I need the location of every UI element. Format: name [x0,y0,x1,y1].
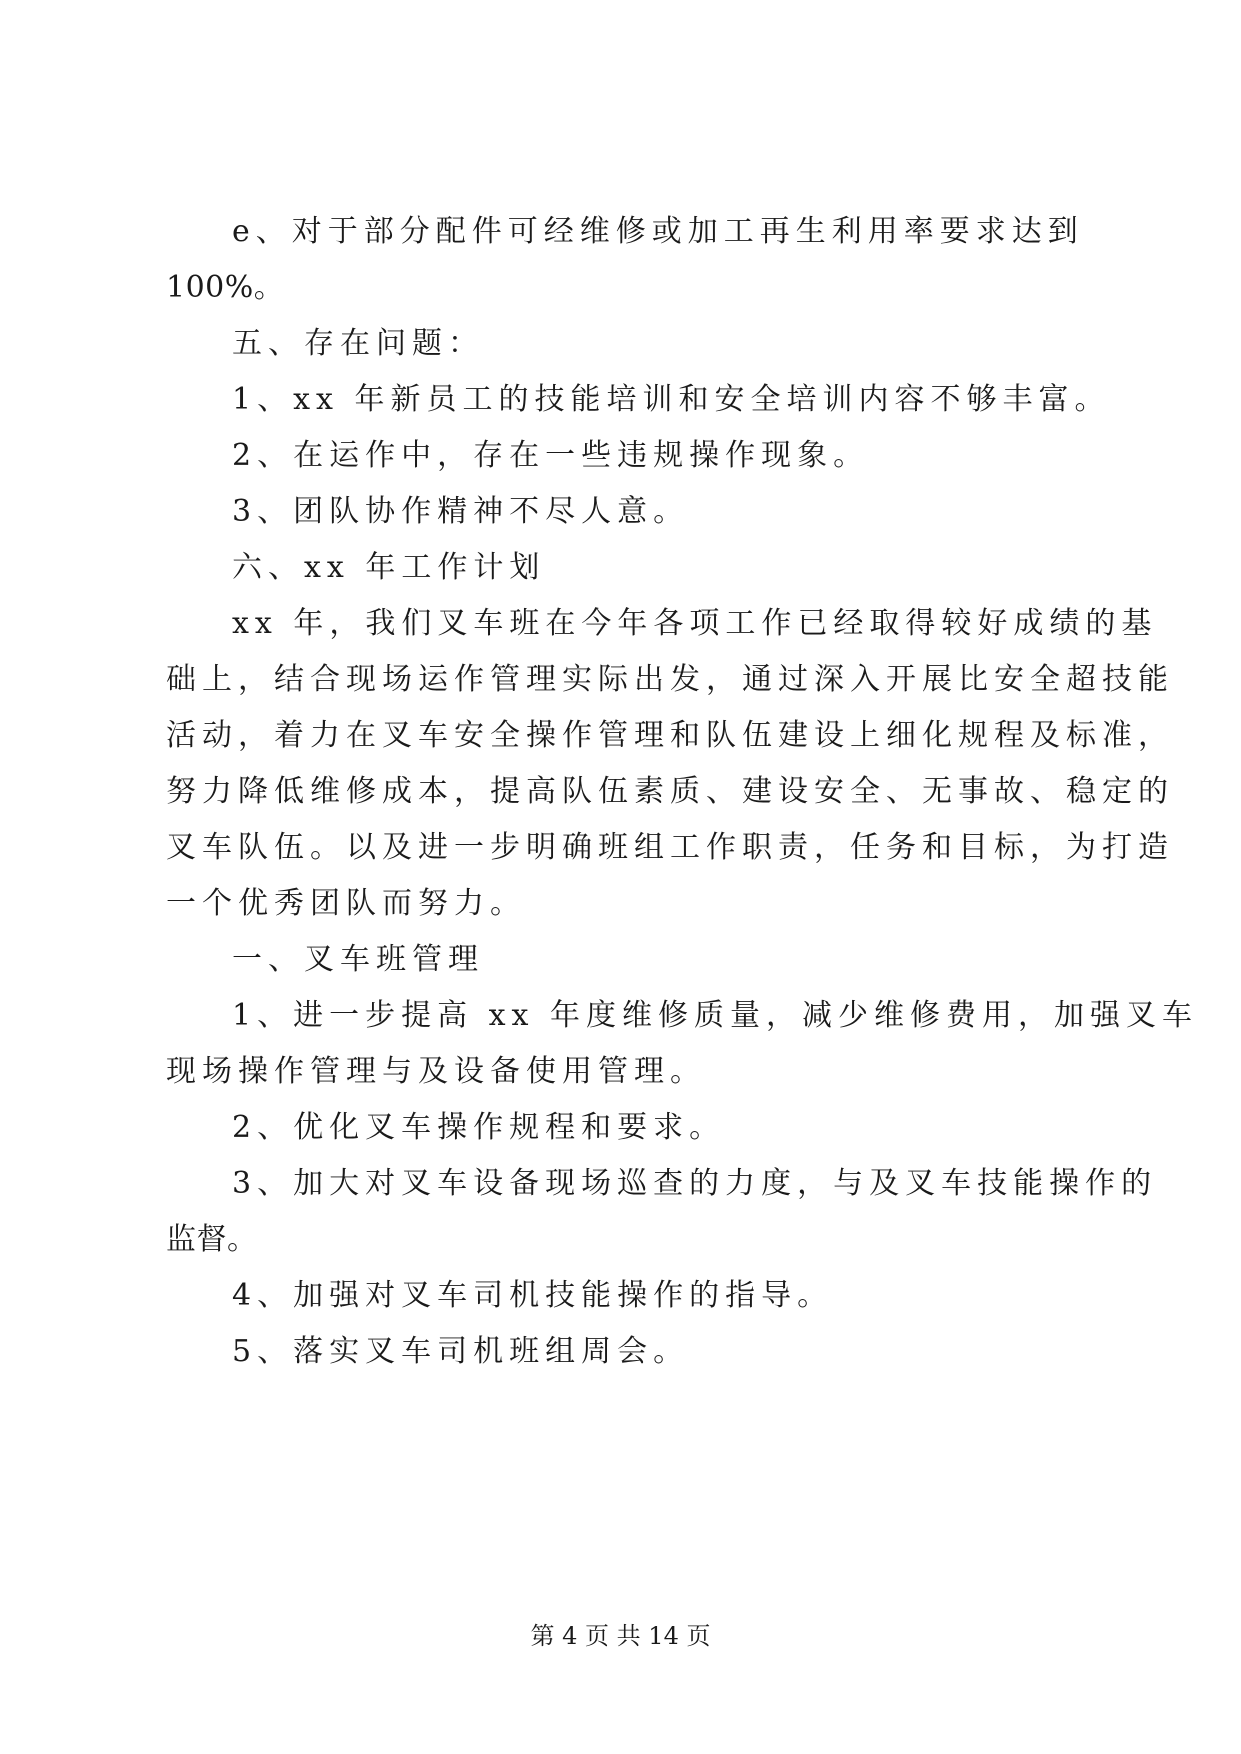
section-heading: 一、叉车班管理 [232,942,484,977]
text-line: 100%。 [166,270,285,305]
section-heading: 五、存在问题： [232,326,484,361]
text-line: 监督。 [166,1222,258,1257]
text-line: xx 年，我们叉车班在今年各项工作已经取得较好成绩的基 [232,606,1158,641]
text-line: 叉车队伍。以及进一步明确班组工作职责，任务和目标，为打造 [166,830,1174,865]
text-line: 1、xx 年新员工的技能培训和安全培训内容不够丰富。 [232,382,1111,417]
text-line: 础上，结合现场运作管理实际出发，通过深入开展比安全超技能 [166,662,1174,697]
section-heading: 六、xx 年工作计划 [232,550,546,585]
text-line: 活动，着力在叉车安全操作管理和队伍建设上细化规程及标准， [166,718,1174,753]
text-line: 现场操作管理与及设备使用管理。 [166,1054,706,1089]
text-line: 3、加大对叉车设备现场巡查的力度，与及叉车技能操作的 [232,1166,1158,1201]
text-line: 4、加强对叉车司机技能操作的指导。 [232,1278,834,1313]
text-line: 3、团队协作精神不尽人意。 [232,494,690,529]
text-line: 2、在运作中，存在一些违规操作现象。 [232,438,870,473]
text-line: 5、落实叉车司机班组周会。 [232,1334,690,1369]
text-line: 2、优化叉车操作规程和要求。 [232,1110,726,1145]
text-line: 1、进一步提高 xx 年度维修质量，减少维修费用，加强叉车 [232,998,1198,1033]
text-line: 努力降低维修成本，提高队伍素质、建设安全、无事故、稳定的 [166,774,1174,809]
text-line: e、对于部分配件可经维修或加工再生利用率要求达到 [232,214,1084,249]
page-footer: 第 4 页 共 14 页 [530,1622,711,1650]
text-line: 一个优秀团队而努力。 [166,886,526,921]
